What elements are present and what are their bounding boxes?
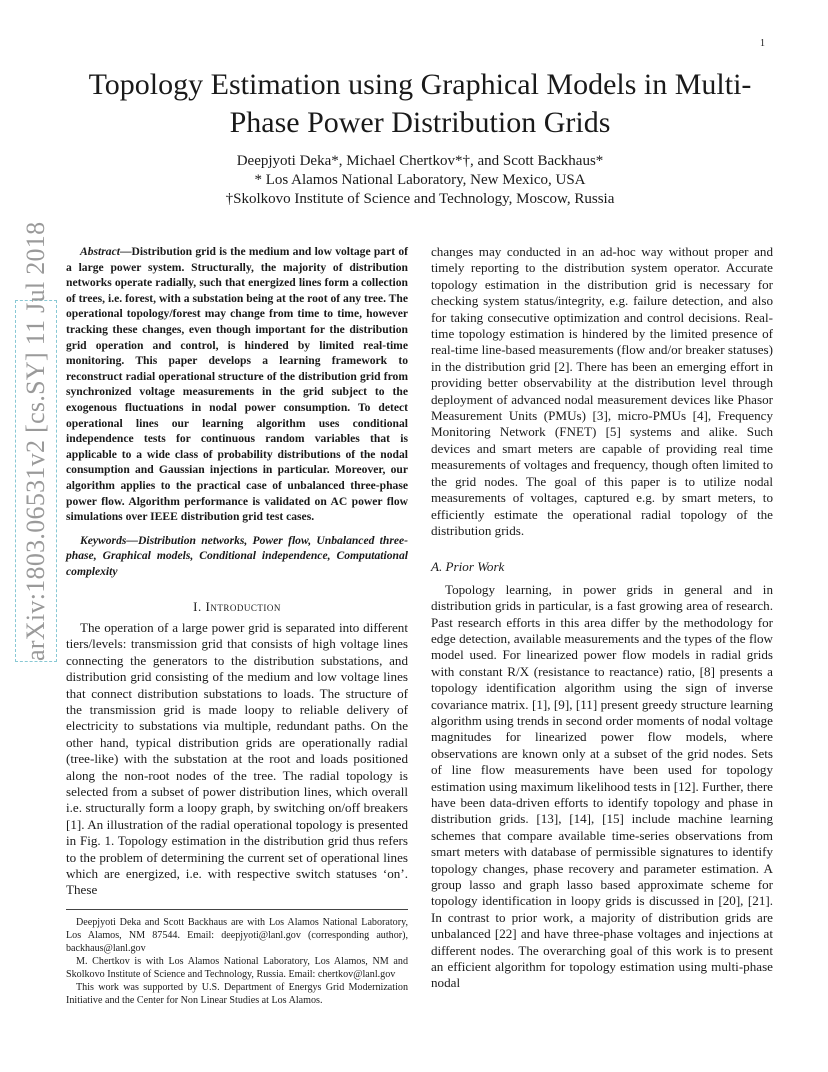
affiliation-2: †Skolkovo Institute of Science and Technology, Moscow, Russia [225,191,615,207]
page-number: 1 [760,38,765,49]
section-heading-introduction: I. Introduction [193,599,281,615]
footnote-1: Deepjyoti Deka and Scott Backhaus are with Los Alamos National Laboratory, Los Alamos, NM 87544. Email: deepjyoti@lanl.gov (corresponding author), backhaus@lanl.gov [66,916,408,954]
subsection-heading-prior-work: A. Prior Work [431,559,505,575]
author-names: Deepjyoti Deka*, Michael Chertkov*†, and Scott Backhaus* [236,153,604,169]
right-paragraph-1: changes may conducted in an ad-hoc way without proper and timely reporting to the distribution system operator. Accurate topology estimation in the distribution grid is necessary for checking system status/integrity, e.g. failure detection, and also for taking consecutive optimization and control decisions. Real-time topology estimation is hindered by the limited presence of real-time line-based measurements (flow and/or breaker statuses) in the distribution grid [2]. There has been an emerging effort in providing better observability at the distribution level through deployment of advanced nodal measurement devices like Phasor Measurement Units (PMUs) [3], micro-PMUs [4], Frequency Monitoring Network (FNET) [5] systems and alike. Such devices and smart meters are capable of providing real time measurements of voltages and frequency, though often limited to the grid nodes. The goal of this paper is to utilize nodal measurements of voltages, captured e.g. by smart meters, to efficiently estimate the operational radial topology of the distribution grids. [431,244,773,538]
footnote-3: This work was supported by U.S. Department of Energys Grid Modernization Initiative and the Center for Non Linear Studies at Los Alamos. [66,981,408,1006]
intro-paragraph: The operation of a large power grid is separated into different tiers/levels: transmission grid that consists of high voltage lines connecting the generators to the distribution substations, and distribution grid consisting of the medium and low voltage lines that connect distribution substations to loads. The structure of the transmission grid is made loopy to reliable delivery of electricity to substations via multiple, redundant paths. On the other hand, typical distribution grids are operationally radial (tree-like) with the substation at the root and loads positioned along the non-root nodes of the tree. The radial topology is selected from a subset of power distribution lines, which overall i.e. structurally form a loopy graph, by switching on/off breakers [1]. An illustration of the radial operational topology is presented in Fig. 1. Topology estimation in the distribution grid thus refers to the problem of determining the current set of operational lines which are energized, i.e. with respective switch statuses ‘on’. These [66,619,408,898]
abstract [66,244,408,525]
author-block [100,152,740,209]
affiliation-1: * Los Alamos National Laboratory, New Mexico, USA [254,172,586,188]
paper-title: Topology Estimation using Graphical Models in Multi-Phase Power Distribution Grids [88,68,752,139]
right-paragraph-2: Topology learning, in power grids in general and in distribution grids in particular, is a fast growing area of research. Past research efforts in this area differ by the methodology for edge detection, available measurements and the types of the flow model used. For linearized power flow models in radial grids with constant R/X (resistance to reactance) ratio, [8] presents a topology identification algorithm using the sign of inverse covariance matrix. [1], [9], [11] present greedy structure learning algorithm using trends in second order moments of nodal voltage magnitudes for linearized power flow models, where observations are known only at a subset of the grid nodes. Sets of line flow measurements have been used for topology estimation using maximum likelihood tests in [12]. Further, there have been data-driven efforts to identify topology and phase in distribution grids. [13], [14], [15] include machine learning schemes that compare available time-series observations from smart meters with database of permissible signatures to identify topology changes, phase recovery and parameter estimation. A group lasso and graph lasso based approximate scheme for topology identification in loopy grids is discussed in [20], [21]. In contrast to prior work, a majority of distribution grids are unbalanced [22] and have three-phase voltages and injections at different nodes. The overarching goal of this work is to present an efficient algorithm for topology estimation using multi-phase nodal [431,581,773,991]
footnotes [66,909,408,1007]
abstract-text: —Distribution grid is the medium and low voltage part of a large power system. Structurally, the majority of distribution networks operate radially, such that energized lines form a collection of trees, i.e. forest, with a substation being at the root of any tree. The operational topology/forest may change from time to time, however tracking these changes, even though important for the distribution grid operation and control, is hindered by limited real-time monitoring. This paper develops a learning framework to reconstruct radial operational structure of the distribution grid from synchronized voltage measurements in the grid subject to the exogenous fluctuations in nodal power consumption. To detect operational lines our learning algorithm uses conditional independence tests for continuous random variables that is applicable to a wide class of probability distributions of the nodal consumption and Gaussian injections in particular. Moreover, our algorithm applies to the practical case of unbalanced three-phase power flow. Algorithm performance is validated on AC power flow simulations over IEEE distribution grid test cases. [66,245,408,524]
arxiv-stamp: arXiv:1803.06531v2 [cs.SY] 11 Jul 2018 [15,300,57,662]
right-column [431,244,773,992]
left-column [66,244,408,1007]
abstract-label: Abstract [80,245,120,258]
footnote-2: M. Chertkov is with Los Alamos National Laboratory, Los Alamos, NM and Skolkovo Institute of Science and Technology, Russia. Email: chertkov@lanl.gov [66,955,408,980]
keywords: Keywords—Distribution networks, Power flow, Unbalanced three-phase, Graphical models, Conditional independence, Computational complexity [66,533,408,578]
